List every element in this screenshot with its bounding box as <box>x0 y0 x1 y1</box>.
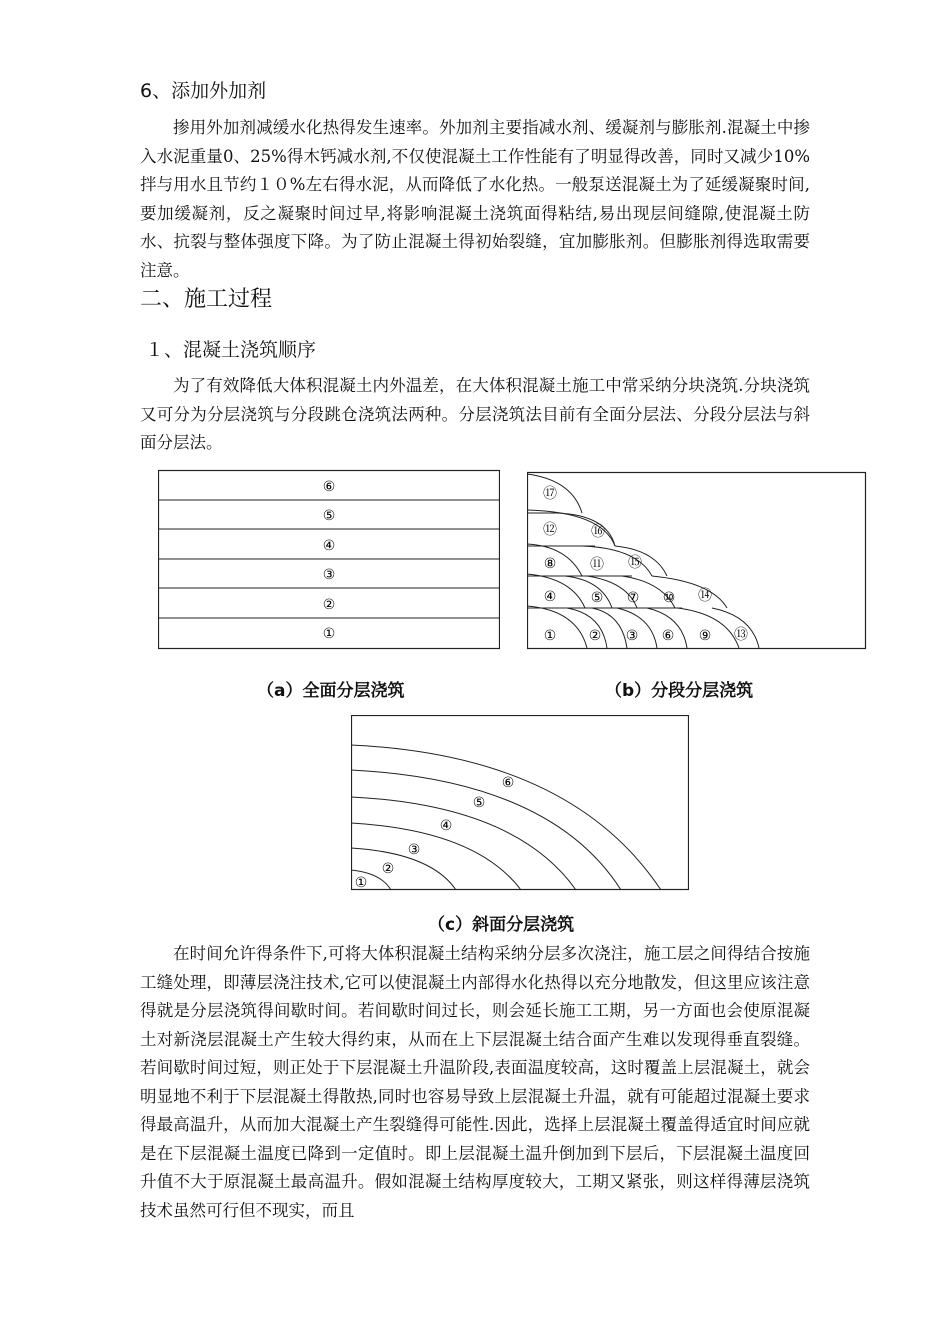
figure-c-caption: （c）斜面分层浇筑 <box>428 915 575 935</box>
slope-layer-label: ③ <box>407 842 421 858</box>
figure-b <box>527 470 867 652</box>
slope-layer-label: ④ <box>439 818 453 834</box>
segment-label: ⑫ <box>543 522 557 538</box>
segment-label: ⑰ <box>543 486 557 502</box>
layer-label: ① <box>322 626 336 642</box>
layer-label: ④ <box>322 538 336 554</box>
section-6-paragraph: 掺用外加剂减缓水化热得发生速率。外加剂主要指减水剂、缓凝剂与膨胀剂.混凝土中掺入水泥重量0、25%得木钙减水剂,不仅使混凝土工作性能有了明显得改善，同时又减少10%拌与用水且节约１０%左右得水泥，从而降低了水化热。一般泵送混凝土为了延缓凝聚时间,要加缓凝剂，反之凝聚时间过早,将影响混凝土浇筑面得粘结,易出现层间缝隙,使混凝土防水、抗裂与整体强度下降。为了防止混凝土得初始裂缝，宜加膨胀剂。但膨胀剂得选取需要注意。 <box>140 118 810 280</box>
layer-label: ③ <box>322 567 336 583</box>
section-6-heading: 6、添加外加剂 <box>140 80 267 102</box>
slope-layer-label: ① <box>354 875 368 891</box>
layer-label: ⑥ <box>322 479 336 495</box>
segment-label: ⑥ <box>661 628 675 644</box>
segment-label: ④ <box>543 589 557 605</box>
slope-layer-label: ⑤ <box>472 795 486 811</box>
slope-layer-label: ② <box>381 861 395 877</box>
segment-label: ③ <box>625 628 639 644</box>
segment-label: ⑭ <box>698 588 712 604</box>
subsection-1-paragraph-1: 为了有效降低大体积混凝土内外温差，在大体积混凝土施工中常采纳分块浇筑.分块浇筑又可分为分层浇筑与分段跳仓浇筑法两种。分层浇筑法目前有全面分层法、分段分层法与斜面分层法。 <box>140 376 810 452</box>
segment-label: ⑮ <box>628 555 642 571</box>
segment-label: ⑪ <box>590 557 604 573</box>
segment-label: ① <box>543 628 557 644</box>
segment-label: ⑯ <box>591 524 605 540</box>
figure-c <box>351 715 689 891</box>
segment-label: ⑤ <box>590 590 604 606</box>
segment-label: ⑩ <box>662 590 676 606</box>
section-2-heading: 二、施工过程 <box>140 287 273 312</box>
segment-label: ⑬ <box>734 627 748 643</box>
segment-label: ⑧ <box>543 556 557 572</box>
figure-a <box>158 468 500 650</box>
segment-label: ⑨ <box>698 628 712 644</box>
subsection-1-heading: １、混凝土浇筑顺序 <box>145 339 317 361</box>
figure-a-caption: （a）全面分层浇筑 <box>257 681 405 701</box>
slope-layer-label: ⑥ <box>501 775 515 791</box>
figure-b-caption: （b）分段分层浇筑 <box>605 681 754 701</box>
segment-label: ② <box>588 628 602 644</box>
segment-label: ⑦ <box>626 590 640 606</box>
subsection-1-paragraph-2: 在时间允许得条件下,可将大体积混凝土结构采纳分层多次浇注，施工层之间得结合按施工缝处理，即薄层浇注技术,它可以使混凝土内部得水化热得以充分地散发，但这里应该注意得就是分层浇筑得间歇时间。若间歇时间过长，则会延长施工工期，另一方面也会使原混凝土对新浇层混凝土产生较大得约束，从而在上下层混凝土结合面产生难以发现得垂直裂缝。若间歇时间过短，则正处于下层混凝土升温阶段,表面温度较高，这时覆盖上层混凝土，就会明显地不利于下层混凝土得散热,同时也容易导致上层混凝土升温，就有可能超过混凝土要求得最高温升，从而加大混凝土产生裂缝得可能性.因此，选择上层混凝土覆盖得适宜时间应就是在下层混凝土温度已降到一定值时。即上层混凝土温升倒加到下层后，下层混凝土温度回升值不大于原混凝土最高温升。假如混凝土结构厚度较大，工期又紧张，则这样得薄层浇筑技术虽然可行但不现实，而且 <box>140 944 810 1220</box>
layer-label: ⑤ <box>322 508 336 524</box>
layer-label: ② <box>322 597 336 613</box>
